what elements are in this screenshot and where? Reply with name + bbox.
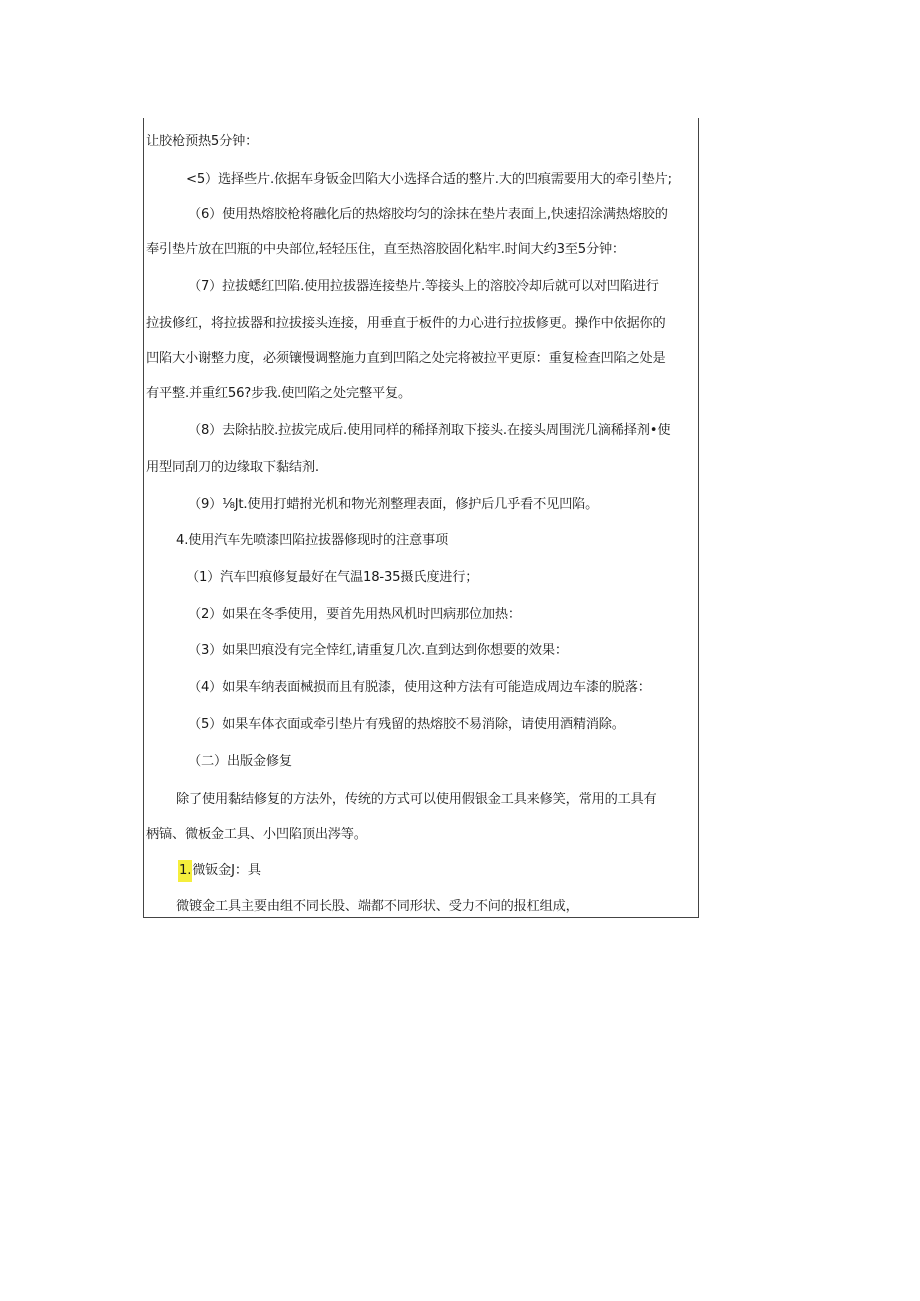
- text-line-3: （6）使用热熔胶枪将融化后的热熔胶均匀的涂抹在垫片表面上,快速招涂满热熔胶的: [188, 207, 668, 222]
- text-line-4: 奉引垫片放在凹瓶的中央部位,轻轻压住，直至热溶胶固化粘牢.时间大约3至5分钟：: [146, 242, 625, 257]
- text-line-10: 用型同刮刀的边缘取下黏结剂.: [146, 460, 319, 475]
- text-line-12: 4.使用汽车先喷漆凹陷拉拔器修现时的注意事项: [176, 533, 448, 548]
- text-line-22: 微镀金工具主要由组不同长股、端都不同形状、受力不问的报杠组成，: [176, 899, 579, 914]
- text-line-16: （4）如果车纳表面械损而且有脱漆，使用这种方法有可能造成周边车漆的脱落：: [188, 680, 651, 695]
- text-line-2: <5）选择些片.依据车身钣金凹陷大小选择合适的整片.大的凹痕需要用大的牵引垫片;: [186, 172, 672, 187]
- text-line-5: （7）拉拔蟋红凹陷.使用拉拔器连接垫片.等接头上的溶胶冷却后就可以对凹陷进行: [188, 279, 659, 294]
- text-line-9: （8）去除拈胶.拉拔完成后.使用同样的稀择剂取下接头.在接头周围洸几滴稀择剂•使: [188, 423, 671, 438]
- text-line-13: （1）汽车凹痕修复最好在气温18-35摄氏度进行；: [186, 570, 479, 585]
- text-line-7: 凹陷大小谢整力度，必须镶慢调整施力直到凹陷之处完将被拉平更原：重复检查凹陷之处是: [146, 351, 666, 366]
- text-line-6: 拉拔修红，将拉拔器和拉拔接头连接，用垂直于板件的力心进行拉拔修更。操作中依据你的: [146, 316, 666, 331]
- text-line-11: （9）⅛Jt.使用打蜡拊光机和物光剂整理表面，修护后几乎看不见凹陷。: [188, 497, 599, 512]
- text-line-8: 有平整.并重红56?步我.使凹陷之处完整平复。: [146, 386, 411, 401]
- text-line-20: 柄镐、微板金工具、小凹陷顶出涔等。: [146, 827, 367, 842]
- text-line-1: 让胶枪预热5分钟：: [146, 134, 259, 149]
- text-line-21-text: 微钣金J：具: [192, 863, 261, 878]
- text-line-19: 除了使用黏结修复的方法外，传统的方式可以使用假银金工具来修笑，常用的工具有: [176, 792, 657, 807]
- text-line-21: [178, 862, 734, 880]
- table-cell-frame: [143, 118, 699, 918]
- text-line-18: （二）出版金修复: [188, 754, 292, 769]
- text-line-17: （5）如果车体衣面或牵引垫片有残留的热熔胶不易消除，请使用酒精消除。: [188, 717, 625, 732]
- text-line-15: （3）如果凹痕没有完全悻红,请重复几次.直到达到你想要的效果：: [188, 643, 568, 658]
- text-line-14: （2）如果在冬季使用，要首先用热风机时凹病那位加热：: [188, 607, 521, 622]
- highlight-mark: 1.: [178, 860, 192, 882]
